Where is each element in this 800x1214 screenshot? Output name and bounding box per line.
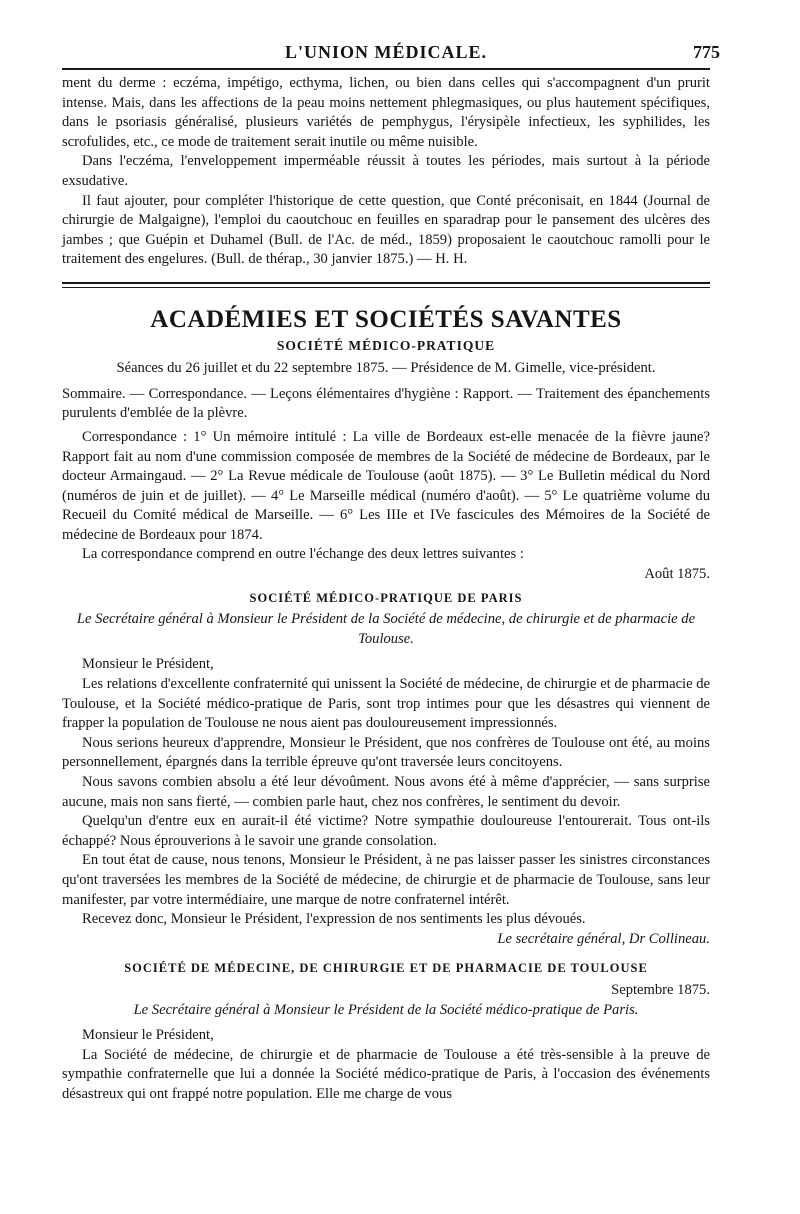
page-body bbox=[62, 74, 710, 1105]
letter2-from: SOCIÉTÉ DE MÉDECINE, DE CHIRURGIE ET DE PHARMACIE DE TOULOUSE bbox=[124, 961, 648, 976]
correspondance-paragraph: Correspondance : 1° Un mémoire intitulé : La ville de Bordeaux est-elle menacée de la fièvre jaune? Rapport fait au nom d'une commission composée de membres de la Société de médecine de Bordeaux, par le docteur Armaingaud. — 2° La Revue médicale de Toulouse (août 1875). — 3° Le Bulletin médical du Nord (numéros de juin et de juillet). — 4° Le Marseille médical (numéro d'août). — 5° Le quatrième volume du Recueil du Comité médical de Marseille. — 6° Les IIIe et IVe fascicules des Mémoires de la Société de médecine de Bordeaux pour 1874. bbox=[62, 428, 710, 543]
society-heading: SOCIÉTÉ MÉDICO-PRATIQUE bbox=[276, 337, 496, 353]
article-paragraph: Dans l'eczéma, l'enveloppement imperméable réussit à toutes les périodes, mais surtout à la période exsudative. bbox=[62, 153, 710, 189]
journal-title: L'UNION MÉDICALE. bbox=[284, 42, 488, 62]
page-number: 775 bbox=[693, 42, 720, 62]
letter2-salutation: Monsieur le Président, bbox=[82, 1027, 214, 1044]
letter2-address: Le Secrétaire général à Monsieur le Président de la Société médico-pratique de Paris. bbox=[133, 1001, 639, 1018]
letter1-address: Le Secrétaire général à Monsieur le Président de la Société de médecine, de chirurgie et de pharmacie de Toulouse. bbox=[76, 611, 696, 647]
letter1-date: Août 1875. bbox=[644, 566, 710, 583]
letter2-paragraph: La Société de médecine, de chirurgie et de pharmacie de Toulouse a été très-sensible à la preuve de sympathie confraternelle que lui a donnée la Société médico-pratique de Paris, à l'occasion des événements désastreux qui ont frappé notre population. Elle me charge de vous bbox=[62, 1046, 710, 1102]
article-paragraph: ment du derme : eczéma, impétigo, ecthyma, lichen, ou bien dans celles qui s'accompagnent d'un prurit intense. Mais, dans les affections de la peau moins nettement phlegmasiques, ou plus hautement spécifiques, dans le psoriasis généralisé, plusieurs variétés de pemphygus, l'érysipèle infectieux, les syphilides, les scrofulides, etc., ce mode de traitement serait inutile ou même nuisible. bbox=[62, 75, 710, 150]
header-rule bbox=[62, 68, 710, 70]
letter2-date: Septembre 1875. bbox=[611, 981, 710, 998]
letter1-paragraph: En tout état de cause, nous tenons, Monsieur le Président, à ne pas laisser passer les sinistres circonstances qu'ont traversées les membres de la Société de médecine, de chirurgie et de pharmacie de Toulouse, sans leur manifester, par votre intermédiaire, une marque de notre confraternel intérêt. bbox=[62, 852, 710, 908]
letter1-paragraph: Quelqu'un d'entre eux en aurait-il été victime? Notre sympathie douloureuse l'entourerait. Tous ont-ils échappé? Nous éprouverions à le savoir une grande consolation. bbox=[62, 813, 710, 849]
letter1-from: SOCIÉTÉ MÉDICO-PRATIQUE DE PARIS bbox=[249, 590, 523, 605]
sommaire: Sommaire. — Correspondance. — Leçons élémentaires d'hygiène : Rapport. — Traitement des épanchements purulents d'emblée de la plèvre. bbox=[62, 385, 710, 422]
letter1-signature: Le secrétaire général, Dr Collineau. bbox=[497, 930, 710, 947]
section-title: ACADÉMIES ET SOCIÉTÉS SAVANTES bbox=[150, 305, 622, 333]
letter1-salutation: Monsieur le Président, bbox=[82, 656, 214, 673]
article-paragraph: Il faut ajouter, pour compléter l'historique de cette question, que Conté préconisait, en 1844 (Journal de chirurgie de Malgaigne), l'emploi du caoutchouc en feuilles en sparadrap pour le pansement des ulcères des jambes ; que Guépin et Duhamel (Bull. de l'Ac. de méd., 1859) proposaient le caoutchouc ramolli pour le traitement des engelures. (Bull. de thérap., 30 janvier 1875.) — H. H. bbox=[62, 192, 710, 268]
letter1-paragraph: Nous serions heureux d'apprendre, Monsieur le Président, que nos confrères de Toulouse ont été, au moins personnellement, épargnés dans la terrible épreuve qu'ont traversée leurs concitoyens. bbox=[62, 734, 710, 771]
letter1-paragraph: Recevez donc, Monsieur le Président, l'expression de nos sentiments les plus dévoués. bbox=[82, 911, 586, 928]
correspondance-intro: La correspondance comprend en outre l'échange des deux lettres suivantes : bbox=[82, 546, 524, 563]
running-header bbox=[62, 38, 720, 68]
section-rule-top bbox=[62, 282, 710, 284]
seances-line: Séances du 26 juillet et du 22 septembre 1875. — Présidence de M. Gimelle, vice-président. bbox=[116, 360, 656, 377]
letter1-paragraph: Nous savons combien absolu a été leur dévoûment. Nous avons été à même d'apprécier, — sans surprise aucune, mais non sans fierté, — combien parle haut, chez nos confrères, le sentiment du devoir. bbox=[62, 774, 710, 810]
letter1-paragraph: Les relations d'excellente confraternité qui unissent la Société de médecine, de chirurgie et de pharmacie de Toulouse, et la Société médico-pratique de Paris, sont trop intimes pour que les désastres qui viennent de frapper la population de Toulouse ne nous aient pas douloureusement impressionnés. bbox=[62, 676, 711, 732]
section-rule-bottom bbox=[62, 287, 710, 288]
